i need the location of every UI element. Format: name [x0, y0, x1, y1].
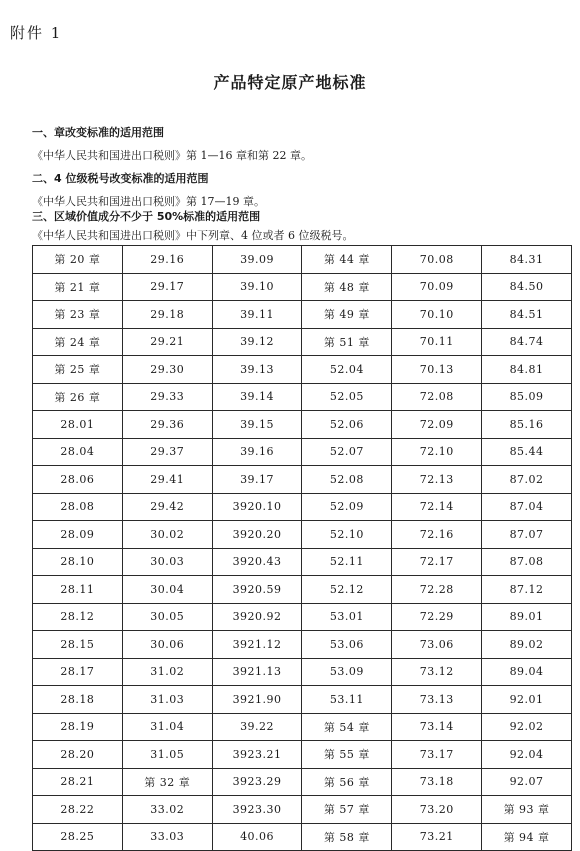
table-cell: 73.14 [392, 713, 482, 741]
table-cell: 28.17 [33, 658, 123, 686]
table-cell: 第 24 章 [33, 328, 123, 356]
table-cell: 39.11 [212, 301, 302, 329]
table-cell: 52.11 [302, 548, 392, 576]
table-cell: 73.06 [392, 631, 482, 659]
section-3-text: 《中华人民共和国进出口税则》中下列章、4 位或者 6 位级税号。 [32, 229, 354, 242]
table-cell: 30.02 [122, 521, 212, 549]
table-cell: 28.15 [33, 631, 123, 659]
table-cell: 92.07 [482, 768, 572, 796]
table-cell: 第 25 章 [33, 356, 123, 384]
table-cell: 31.05 [122, 741, 212, 769]
table-cell: 73.12 [392, 658, 482, 686]
table-cell: 第 49 章 [302, 301, 392, 329]
table-row [33, 576, 572, 604]
table-cell: 28.01 [33, 411, 123, 439]
table-cell: 84.50 [482, 273, 572, 301]
table-cell: 72.09 [392, 411, 482, 439]
page-title: 产品特定原产地标准 [213, 73, 367, 92]
table-cell: 第 20 章 [33, 246, 123, 274]
table-cell: 第 48 章 [302, 273, 392, 301]
table-cell: 70.08 [392, 246, 482, 274]
table-cell: 84.74 [482, 328, 572, 356]
table-cell: 53.09 [302, 658, 392, 686]
table-cell: 87.04 [482, 493, 572, 521]
table-cell: 89.04 [482, 658, 572, 686]
table-cell: 3920.92 [212, 603, 302, 631]
tariff-code-table-body [33, 246, 572, 851]
table-cell: 84.81 [482, 356, 572, 384]
table-cell: 29.33 [122, 383, 212, 411]
table-cell: 85.16 [482, 411, 572, 439]
section-1-text: 《中华人民共和国进出口税则》第 1—16 章和第 22 章。 [32, 149, 312, 162]
table-cell: 28.19 [33, 713, 123, 741]
table-cell: 29.37 [122, 438, 212, 466]
table-cell: 33.03 [122, 823, 212, 851]
table-cell: 第 51 章 [302, 328, 392, 356]
table-cell: 53.11 [302, 686, 392, 714]
table-cell: 第 23 章 [33, 301, 123, 329]
table-cell: 39.14 [212, 383, 302, 411]
section-2-heading: 二、4 位级税号改变标准的适用范围 [32, 172, 209, 185]
table-cell: 87.07 [482, 521, 572, 549]
table-cell: 72.29 [392, 603, 482, 631]
table-cell: 第 32 章 [122, 768, 212, 796]
table-cell: 30.05 [122, 603, 212, 631]
table-row [33, 686, 572, 714]
table-row [33, 796, 572, 824]
table-cell: 第 93 章 [482, 796, 572, 824]
table-cell: 70.10 [392, 301, 482, 329]
table-cell: 29.16 [122, 246, 212, 274]
section-2-text: 《中华人民共和国进出口税则》第 17—19 章。 [32, 195, 265, 208]
table-cell: 28.08 [33, 493, 123, 521]
table-cell: 28.11 [33, 576, 123, 604]
table-cell: 28.18 [33, 686, 123, 714]
table-cell: 72.08 [392, 383, 482, 411]
table-cell: 31.03 [122, 686, 212, 714]
table-cell: 39.13 [212, 356, 302, 384]
table-row [33, 246, 572, 274]
table-cell: 72.13 [392, 466, 482, 494]
table-cell: 73.18 [392, 768, 482, 796]
table-cell: 52.04 [302, 356, 392, 384]
table-cell: 31.04 [122, 713, 212, 741]
annex-label: 附件 1 [10, 24, 63, 42]
table-cell: 73.13 [392, 686, 482, 714]
table-cell: 3923.30 [212, 796, 302, 824]
table-cell: 33.02 [122, 796, 212, 824]
table-cell: 第 55 章 [302, 741, 392, 769]
table-cell: 52.12 [302, 576, 392, 604]
table-cell: 第 56 章 [302, 768, 392, 796]
table-cell: 第 54 章 [302, 713, 392, 741]
table-cell: 28.04 [33, 438, 123, 466]
table-cell: 52.06 [302, 411, 392, 439]
table-row [33, 273, 572, 301]
table-cell: 3920.20 [212, 521, 302, 549]
table-cell: 28.06 [33, 466, 123, 494]
table-cell: 92.04 [482, 741, 572, 769]
table-cell: 73.21 [392, 823, 482, 851]
table-row [33, 741, 572, 769]
table-cell: 53.01 [302, 603, 392, 631]
table-cell: 3920.10 [212, 493, 302, 521]
table-cell: 30.04 [122, 576, 212, 604]
table-cell: 39.09 [212, 246, 302, 274]
table-row [33, 438, 572, 466]
table-cell: 87.02 [482, 466, 572, 494]
table-cell: 39.22 [212, 713, 302, 741]
table-row [33, 823, 572, 851]
table-cell: 39.16 [212, 438, 302, 466]
table-cell: 72.16 [392, 521, 482, 549]
table-cell: 28.25 [33, 823, 123, 851]
table-row [33, 521, 572, 549]
table-cell: 29.21 [122, 328, 212, 356]
table-cell: 39.15 [212, 411, 302, 439]
table-cell: 3923.21 [212, 741, 302, 769]
table-row [33, 411, 572, 439]
table-row [33, 493, 572, 521]
table-row [33, 356, 572, 384]
table-row [33, 328, 572, 356]
table-cell: 85.44 [482, 438, 572, 466]
table-cell: 72.17 [392, 548, 482, 576]
table-cell: 72.28 [392, 576, 482, 604]
table-cell: 52.09 [302, 493, 392, 521]
table-cell: 84.51 [482, 301, 572, 329]
table-cell: 39.12 [212, 328, 302, 356]
table-cell: 28.21 [33, 768, 123, 796]
table-row [33, 301, 572, 329]
table-cell: 28.22 [33, 796, 123, 824]
table-cell: 52.10 [302, 521, 392, 549]
table-cell: 29.18 [122, 301, 212, 329]
table-cell: 第 21 章 [33, 273, 123, 301]
table-cell: 73.17 [392, 741, 482, 769]
table-cell: 3921.13 [212, 658, 302, 686]
table-row [33, 713, 572, 741]
table-cell: 92.01 [482, 686, 572, 714]
tariff-code-table [32, 245, 572, 851]
table-row [33, 383, 572, 411]
table-cell: 89.01 [482, 603, 572, 631]
table-row [33, 466, 572, 494]
table-cell: 3923.29 [212, 768, 302, 796]
table-cell: 第 26 章 [33, 383, 123, 411]
table-cell: 40.06 [212, 823, 302, 851]
section-3-heading: 三、区域价值成分不少于 50%标准的适用范围 [32, 210, 261, 223]
table-cell: 29.17 [122, 273, 212, 301]
table-cell: 28.10 [33, 548, 123, 576]
table-cell: 39.10 [212, 273, 302, 301]
table-row [33, 603, 572, 631]
table-cell: 3921.12 [212, 631, 302, 659]
table-cell: 30.06 [122, 631, 212, 659]
table-cell: 73.20 [392, 796, 482, 824]
table-cell: 29.30 [122, 356, 212, 384]
section-1-heading: 一、章改变标准的适用范围 [32, 126, 164, 139]
table-cell: 87.12 [482, 576, 572, 604]
table-cell: 52.05 [302, 383, 392, 411]
table-cell: 29.42 [122, 493, 212, 521]
table-cell: 30.03 [122, 548, 212, 576]
table-cell: 70.09 [392, 273, 482, 301]
table-row [33, 768, 572, 796]
table-cell: 28.12 [33, 603, 123, 631]
table-cell: 72.14 [392, 493, 482, 521]
table-cell: 第 57 章 [302, 796, 392, 824]
table-cell: 第 94 章 [482, 823, 572, 851]
table-cell: 第 44 章 [302, 246, 392, 274]
table-cell: 39.17 [212, 466, 302, 494]
table-cell: 72.10 [392, 438, 482, 466]
table-cell: 85.09 [482, 383, 572, 411]
table-cell: 28.20 [33, 741, 123, 769]
table-cell: 52.08 [302, 466, 392, 494]
table-cell: 92.02 [482, 713, 572, 741]
table-row [33, 548, 572, 576]
table-cell: 29.41 [122, 466, 212, 494]
table-cell: 28.09 [33, 521, 123, 549]
table-cell: 87.08 [482, 548, 572, 576]
table-cell: 53.06 [302, 631, 392, 659]
table-cell: 70.11 [392, 328, 482, 356]
table-row [33, 658, 572, 686]
table-cell: 29.36 [122, 411, 212, 439]
table-cell: 89.02 [482, 631, 572, 659]
table-cell: 3921.90 [212, 686, 302, 714]
table-row [33, 631, 572, 659]
table-cell: 3920.59 [212, 576, 302, 604]
table-cell: 84.31 [482, 246, 572, 274]
table-cell: 3920.43 [212, 548, 302, 576]
table-cell: 70.13 [392, 356, 482, 384]
table-cell: 31.02 [122, 658, 212, 686]
table-cell: 52.07 [302, 438, 392, 466]
table-cell: 第 58 章 [302, 823, 392, 851]
